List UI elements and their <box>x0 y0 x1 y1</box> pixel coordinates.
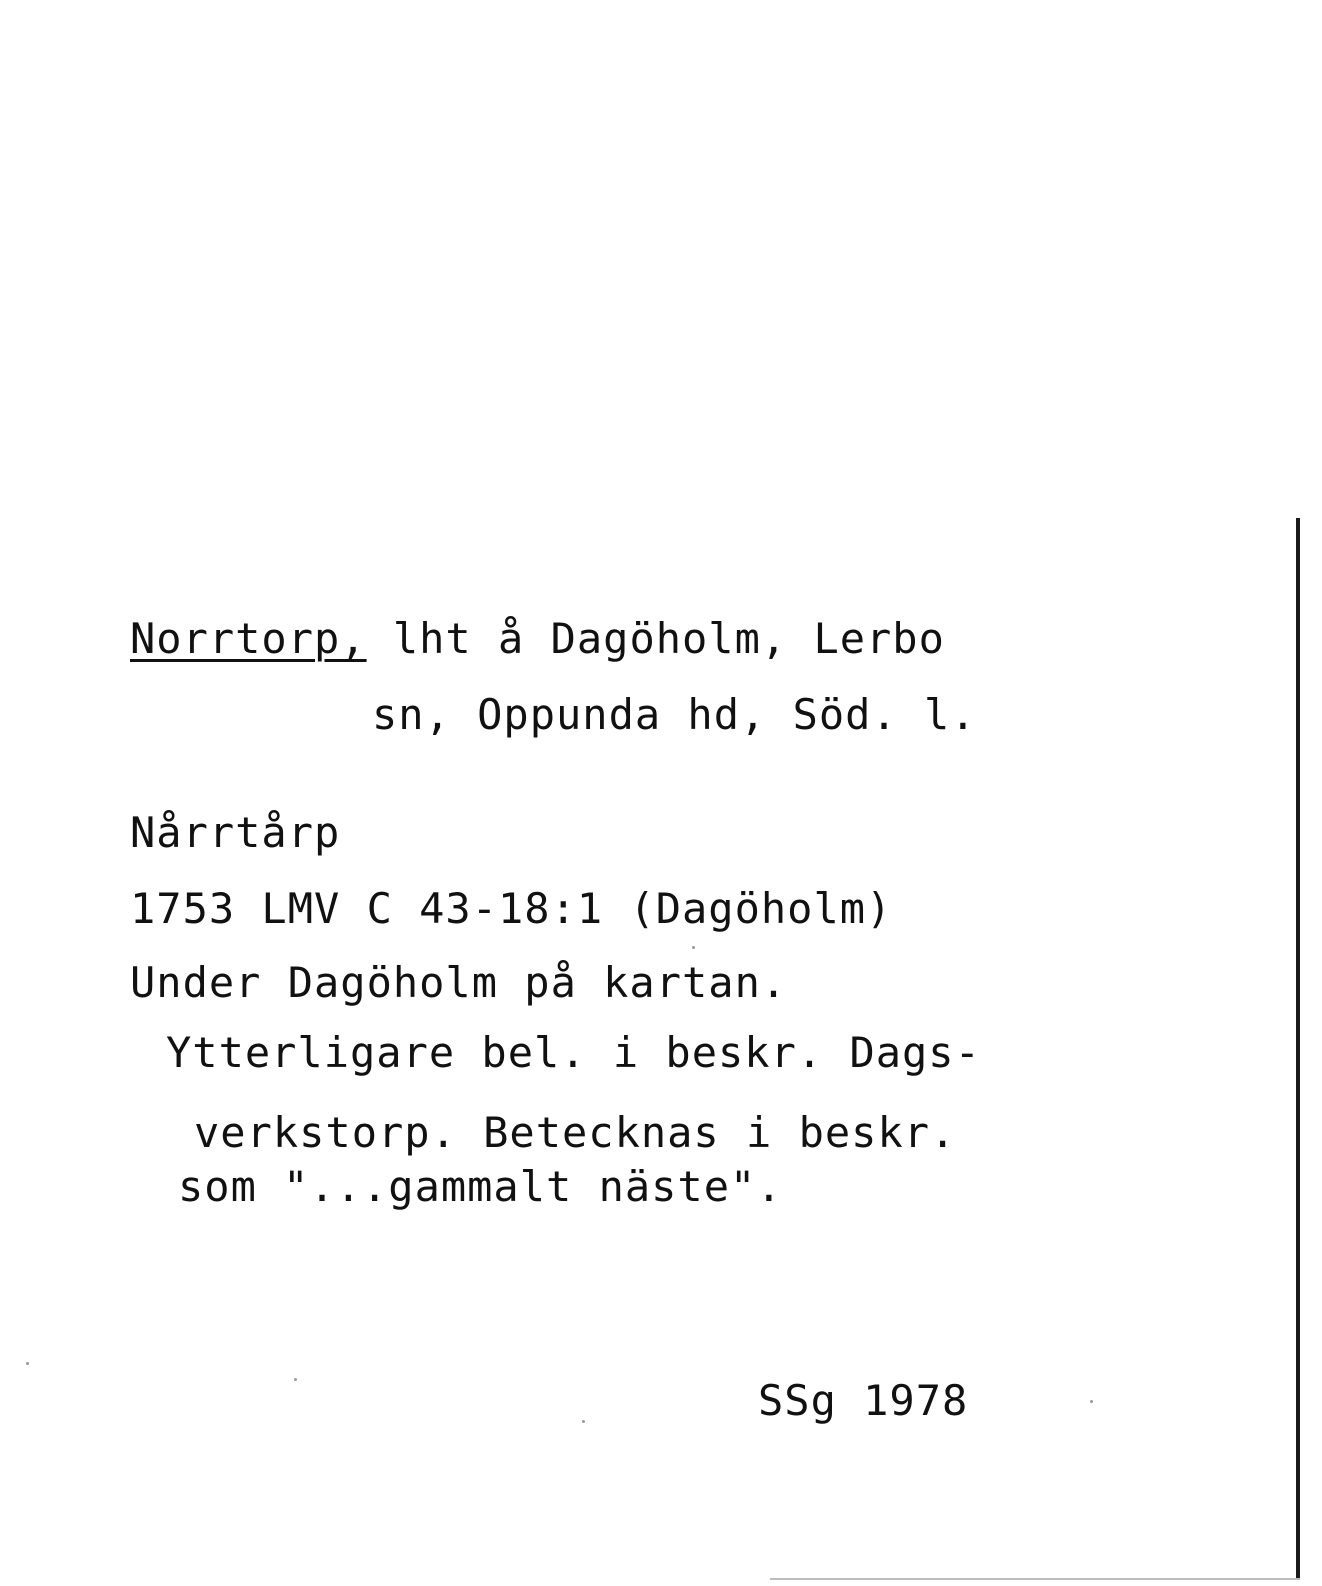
place-name: Norrtorp, <box>130 614 367 663</box>
note-line-3: verkstorp. Betecknas i beskr. <box>194 1108 957 1157</box>
scan-speck <box>294 1378 297 1381</box>
scan-speck <box>1090 1400 1093 1403</box>
signature-date: SSg 1978 <box>758 1376 969 1425</box>
note-line-1: Under Dagöholm på kartan. <box>130 958 788 1007</box>
location-line: sn, Oppunda hd, Söd. l. <box>372 690 977 739</box>
scan-speck <box>692 946 695 949</box>
variant-spelling: Nårrtårp <box>130 808 341 857</box>
note-line-4: som "...gammalt näste". <box>178 1162 783 1211</box>
heading-description: lht å Dagöholm, Lerbo <box>366 614 945 663</box>
card-bottom-edge <box>770 1578 1300 1580</box>
card-right-edge <box>1296 518 1300 1578</box>
scan-speck <box>582 1420 585 1423</box>
scan-speck <box>26 1362 29 1365</box>
card-heading <box>130 614 945 664</box>
source-reference: 1753 LMV C 43-18:1 (Dagöholm) <box>130 884 893 933</box>
note-line-2: Ytterligare bel. i beskr. Dags- <box>166 1028 981 1077</box>
